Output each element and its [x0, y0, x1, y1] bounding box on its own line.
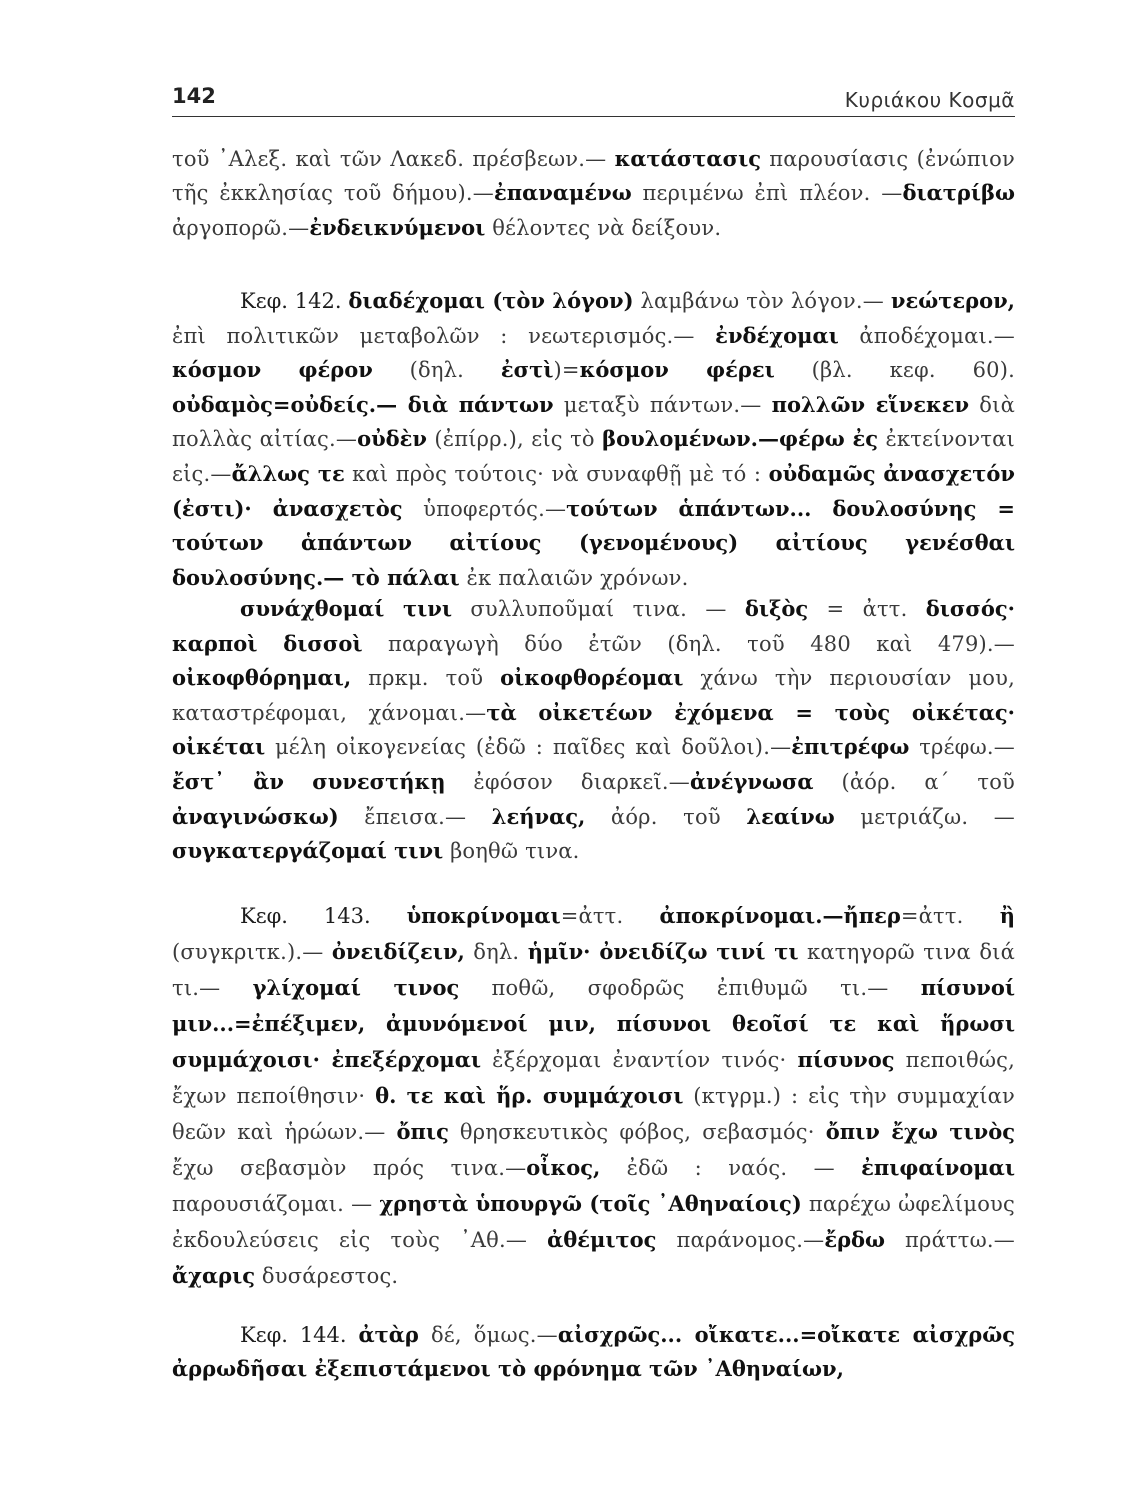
run: )=: [553, 358, 580, 383]
run: θρησκευτικὸς φόβος, σεβασμός·: [448, 1120, 826, 1144]
run: ἀνέγνωσα: [690, 768, 814, 794]
run: (ἀόρ. α´ τοῦ: [813, 769, 1016, 794]
run: δέ, ὅμως.—: [418, 1323, 558, 1347]
run: καὶ πρὸς τούτοις· νὰ συναφθῇ μὲ τό :: [344, 461, 769, 486]
run: ἔπεισα.—: [338, 804, 492, 829]
run: τὰ οἰκετέων ἐχόμενα = τοὺς οἰκέτας· οἰκέται: [172, 699, 1015, 760]
run: ἐπιτρέφω: [791, 734, 910, 760]
run: (συγκριτκ.).—: [172, 940, 332, 964]
run: ἀποκρίνομαι.—ἤπερ: [659, 903, 901, 928]
run: (ἐπίρρ.), εἰς τὸ: [426, 427, 603, 452]
run: παρουσιάζομαι. —: [172, 1192, 380, 1216]
paragraph-continuation: [172, 142, 1015, 245]
run: αἰσχρῶς... οἴκατε...=οἴκατε αἰσχρῶς ἀρρωδῆσαι ἐξεπιστάμενοι τὸ φρόνημα τῶν ᾿Αθηναίων,: [172, 1322, 1016, 1382]
run: ἄλλως τε: [231, 460, 345, 486]
run: κόσμον φέρει: [579, 357, 775, 383]
run: ἔρδω: [824, 1227, 886, 1252]
run: =ἀττ.: [900, 904, 1000, 928]
run: ἀποδέχομαι.—: [838, 323, 1015, 348]
run: δυσάρεστος.: [255, 1264, 399, 1288]
run: τούτων ἁπάντων... δουλοσύνης = τούτων ἁπάντων αἰτίους (γενομένους) αἰτίους γενέσθαι δουλοσύνης.— τὸ πάλαι: [172, 495, 1015, 590]
run: γλίχομαί τινος: [252, 975, 460, 1000]
run: οἰκοφθορέομαι: [500, 665, 684, 691]
run: (κτγρμ.) : εἰς τὴν συμμαχίαν θεῶν καὶ ἡρώων.—: [172, 1084, 1016, 1144]
run: ἀθέμιτος: [547, 1227, 657, 1252]
run: μέλη οἰκογενείας (ἐδῶ : παῖδες καὶ δοῦλοι).—: [265, 735, 792, 760]
run: χάνω τὴν περιουσίαν μου, καταστρέφομαι, χάνομαι.—: [172, 666, 1015, 725]
run: ἔστ᾿ ἂν συνεστήκῃ: [172, 768, 446, 794]
run: μεταξὺ πάντων.—: [553, 392, 772, 417]
run: ἡμῖν· ὀνειδίζω τινί τι: [527, 939, 799, 964]
run: θ. τε καὶ ἥρ. συμμάχοισι: [375, 1083, 684, 1108]
run: πεποιθώς, ἔχων πεποίθησιν·: [172, 1048, 1015, 1108]
run: παράνομος.—: [656, 1228, 825, 1252]
run: = ἀττ.: [808, 597, 926, 621]
run: πίσυνοί μιν...=ἐπέξιμεν, ἀμυνόμενοί μιν, πίσυνοι θεοῖσί τε καὶ ἥρωσι συμμάχοισι· ἐπεξέρχομαι: [172, 975, 1016, 1072]
run: ὑποκρίνομαι: [406, 903, 561, 928]
run: (δηλ.: [372, 358, 501, 383]
run: Κεφ. 142.: [240, 289, 349, 313]
run: λαμβάνω τὸν λόγον.—: [633, 289, 891, 313]
run: παρέχω ὠφελίμους ἐκδουλεύσεις εἰς τοὺς ᾿Αθ.—: [172, 1192, 1015, 1252]
run: (βλ. κεφ. 60).: [774, 358, 1015, 383]
run: διξὸς: [744, 596, 809, 621]
run: ἀναγινώσκω): [172, 803, 339, 829]
run: ἔχω σεβασμὸν πρός τινα.—: [172, 1156, 527, 1180]
run: ἐδῶ : ναός. —: [600, 1156, 862, 1180]
run: ἐπαναμένω: [493, 180, 632, 206]
run: διαδέχομαι (τὸν λόγον): [348, 288, 634, 313]
run: ἢ: [999, 903, 1015, 928]
run: ἐστὶ: [500, 357, 554, 383]
run: διατρίβω: [902, 180, 1015, 206]
run: ἐνδέχομαι: [715, 322, 839, 348]
run: θέλοντες νὰ δείξουν.: [485, 215, 722, 240]
run: ἐξέρχομαι ἐναντίον τινός·: [481, 1048, 798, 1072]
run: δισσός· καρποὶ δισσοὶ: [172, 596, 1015, 656]
run: Κεφ. 144.: [240, 1323, 359, 1347]
run: =ἀττ.: [560, 904, 660, 928]
run: ἐφόσον διαρκεῖ.—: [445, 769, 691, 794]
run: ὑποφερτός.—: [402, 496, 567, 521]
run: τρέφω.—: [909, 735, 1015, 760]
run: λεαίνω: [746, 803, 835, 829]
run: Κεφ. 143.: [240, 904, 407, 928]
run: πολλῶν εἵνεκεν: [771, 391, 970, 417]
paragraph-chapter-142: [172, 284, 1015, 595]
run: παραγωγὴ δύο ἐτῶν (δηλ. τοῦ 480 καὶ 479).—: [362, 631, 1015, 656]
run: συλλυποῦμαί τινα. —: [452, 597, 745, 621]
run: τοῦ ᾿Αλεξ. καὶ τῶν Λακεδ. πρέσβεων.—: [172, 147, 615, 171]
paragraph-chapter-144: [172, 1318, 1015, 1387]
run: κόσμον φέρον: [172, 357, 373, 383]
run: λεήνας,: [491, 803, 586, 829]
run: ἀόρ. τοῦ: [585, 804, 747, 829]
page-header: [172, 82, 1015, 117]
run: οἰκοφθόρημαι,: [172, 665, 352, 691]
run: κατάστασις: [614, 146, 762, 171]
run: χρηστὰ ὑπουργῶ (τοῖς ᾿Αθηναίοις): [379, 1191, 802, 1216]
run: συνάχθομαί τινι: [240, 596, 453, 621]
run: ὄπις: [396, 1119, 449, 1144]
paragraph-sunachthomai: [172, 592, 1015, 869]
run: παρουσίασις (ἐνώπιον τῆς ἐκκλησίας τοῦ δήμου).—: [172, 147, 1015, 206]
run: μετριάζω. —: [834, 804, 1015, 829]
run: διὰ πολλὰς αἰτίας.—: [172, 392, 1015, 452]
run: οἶκος,: [526, 1155, 601, 1180]
run: βουλομένων.—φέρω ἐς: [602, 426, 879, 452]
run: νεώτερον,: [890, 288, 1015, 313]
run: οὐδαμῶς ἀνασχετόν (ἐστι)· ἀνασχετὸς: [172, 460, 1015, 521]
run: δηλ.: [464, 940, 528, 964]
running-head: Κυριάκου Κοσμᾶ: [844, 88, 1015, 112]
run: οὐδαμὸς=οὐδείς.— διὰ πάντων: [172, 391, 554, 417]
run: ποθῶ, σφοδρῶς ἐπιθυμῶ τι.—: [459, 976, 921, 1000]
run: ὀνειδίζειν,: [331, 939, 465, 964]
run: οὐδὲν: [357, 426, 427, 452]
run: συγκατεργάζομαί τινι: [172, 838, 444, 864]
run: ἐνδεικνύμενοι: [309, 214, 486, 240]
run: ἐκτείνονται εἰς.—: [172, 427, 1015, 486]
page-number: 142: [172, 84, 216, 108]
run: ἀργοπορῶ.—: [172, 215, 310, 240]
run: ἐκ παλαιῶν χρόνων.: [459, 565, 689, 590]
run: πράττω.—: [885, 1228, 1016, 1252]
run: ἀτὰρ: [358, 1322, 419, 1347]
run: ἐπὶ πολιτικῶν μεταβολῶν : νεωτερισμός.—: [172, 323, 716, 348]
run: κατηγορῶ τινα διά τι.—: [172, 940, 1015, 1000]
run: περιμένω ἐπὶ πλέον. —: [631, 181, 903, 206]
run: ἄχαρις: [172, 1263, 256, 1288]
run: ὄπιν ἔχω τινὸς: [825, 1119, 1015, 1144]
run: βοηθῶ τινα.: [443, 839, 580, 864]
run: πίσυνος: [797, 1047, 895, 1072]
run: πρκμ. τοῦ: [351, 666, 501, 691]
run: ἐπιφαίνομαι: [861, 1155, 1015, 1180]
paragraph-chapter-143: [172, 898, 1015, 1294]
